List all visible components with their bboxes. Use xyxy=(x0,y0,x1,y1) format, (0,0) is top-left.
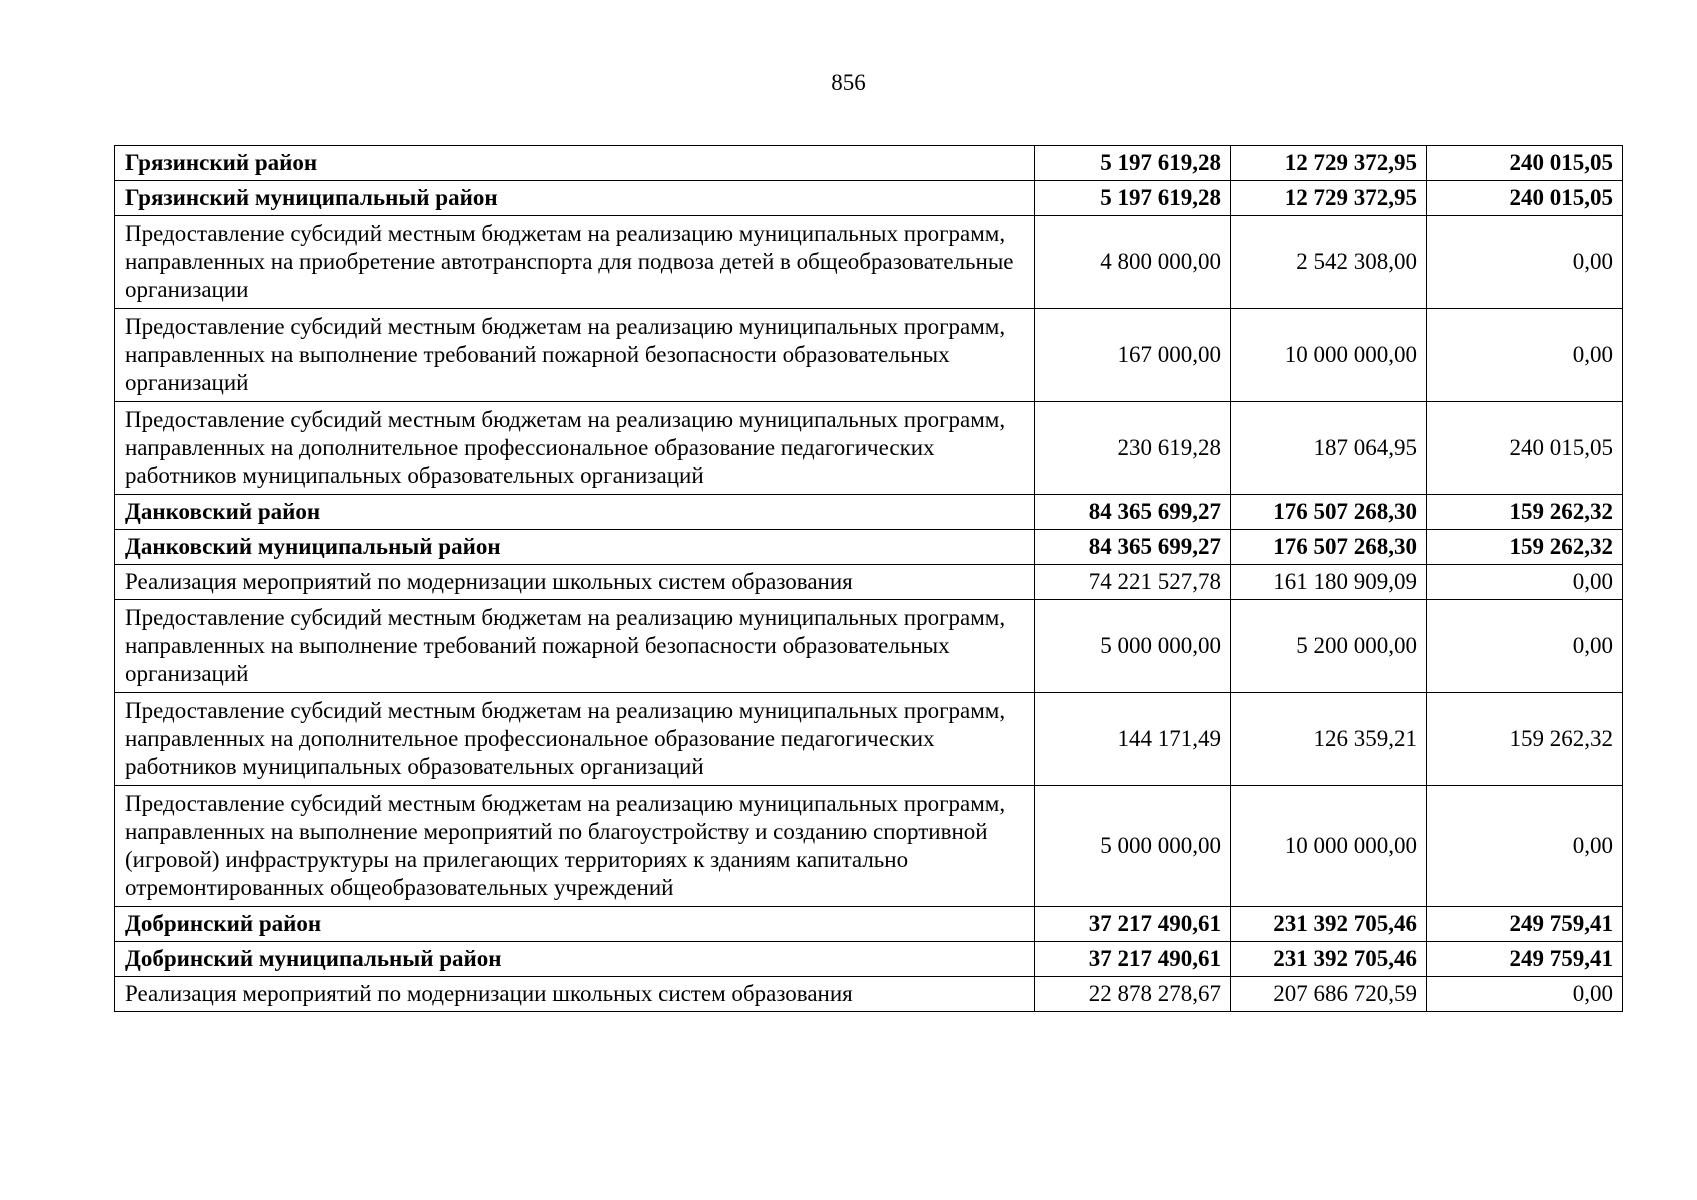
row-value-2: 161 180 909,09 xyxy=(1231,565,1427,600)
table-row xyxy=(115,495,1623,530)
row-value-1: 167 000,00 xyxy=(1035,309,1231,402)
table-row xyxy=(115,402,1623,495)
row-name: Предоставление субсидий местным бюджетам на реализацию муниципальных программ, направленных на выполнение требований пожарной безопасности образовательных организаций xyxy=(115,309,1035,402)
row-name: Грязинский район xyxy=(115,146,1035,181)
row-value-2: 176 507 268,30 xyxy=(1231,530,1427,565)
row-value-3: 159 262,32 xyxy=(1427,693,1623,786)
row-value-2: 126 359,21 xyxy=(1231,693,1427,786)
table-row xyxy=(115,977,1623,1012)
row-name: Реализация мероприятий по модернизации школьных систем образования xyxy=(115,565,1035,600)
row-value-3: 249 759,41 xyxy=(1427,907,1623,942)
row-name: Предоставление субсидий местным бюджетам на реализацию муниципальных программ, направленных на приобретение автотранспорта для подвоза детей в общеобразовательные организации xyxy=(115,216,1035,309)
row-value-3: 240 015,05 xyxy=(1427,146,1623,181)
row-value-2: 187 064,95 xyxy=(1231,402,1427,495)
row-name: Реализация мероприятий по модернизации школьных систем образования xyxy=(115,977,1035,1012)
row-value-1: 84 365 699,27 xyxy=(1035,495,1231,530)
row-value-3: 240 015,05 xyxy=(1427,181,1623,216)
page-number: 856 xyxy=(831,70,866,95)
row-value-1: 5 000 000,00 xyxy=(1035,600,1231,693)
row-value-3: 159 262,32 xyxy=(1427,495,1623,530)
row-name: Данковский муниципальный район xyxy=(115,530,1035,565)
row-value-1: 5 197 619,28 xyxy=(1035,146,1231,181)
row-name: Предоставление субсидий местным бюджетам на реализацию муниципальных программ, направленных на выполнение требований пожарной безопасности образовательных организаций xyxy=(115,600,1035,693)
row-value-3: 240 015,05 xyxy=(1427,402,1623,495)
table-row xyxy=(115,146,1623,181)
row-value-1: 37 217 490,61 xyxy=(1035,907,1231,942)
row-value-1: 4 800 000,00 xyxy=(1035,216,1231,309)
row-value-3: 0,00 xyxy=(1427,309,1623,402)
row-value-2: 12 729 372,95 xyxy=(1231,181,1427,216)
row-value-2: 231 392 705,46 xyxy=(1231,907,1427,942)
table-row xyxy=(115,942,1623,977)
row-value-2: 231 392 705,46 xyxy=(1231,942,1427,977)
table-row xyxy=(115,181,1623,216)
row-value-2: 12 729 372,95 xyxy=(1231,146,1427,181)
row-value-1: 230 619,28 xyxy=(1035,402,1231,495)
budget-table xyxy=(114,145,1623,1012)
row-value-1: 144 171,49 xyxy=(1035,693,1231,786)
row-name: Предоставление субсидий местным бюджетам на реализацию муниципальных программ, направленных на дополнительное профессиональное образование педагогических работников муниципальных образовательных организаций xyxy=(115,693,1035,786)
table-row xyxy=(115,216,1623,309)
row-value-3: 0,00 xyxy=(1427,565,1623,600)
table-row xyxy=(115,693,1623,786)
row-name: Грязинский муниципальный район xyxy=(115,181,1035,216)
row-value-2: 5 200 000,00 xyxy=(1231,600,1427,693)
row-value-3: 249 759,41 xyxy=(1427,942,1623,977)
table-row xyxy=(115,530,1623,565)
row-value-3: 159 262,32 xyxy=(1427,530,1623,565)
row-value-1: 84 365 699,27 xyxy=(1035,530,1231,565)
row-value-2: 10 000 000,00 xyxy=(1231,309,1427,402)
row-value-3: 0,00 xyxy=(1427,977,1623,1012)
table-row xyxy=(115,786,1623,907)
row-value-2: 176 507 268,30 xyxy=(1231,495,1427,530)
row-value-1: 5 197 619,28 xyxy=(1035,181,1231,216)
table-row xyxy=(115,309,1623,402)
row-value-1: 22 878 278,67 xyxy=(1035,977,1231,1012)
row-name: Добринский район xyxy=(115,907,1035,942)
table-row xyxy=(115,600,1623,693)
row-value-2: 10 000 000,00 xyxy=(1231,786,1427,907)
row-value-2: 2 542 308,00 xyxy=(1231,216,1427,309)
table-row xyxy=(115,565,1623,600)
row-name: Предоставление субсидий местным бюджетам на реализацию муниципальных программ, направленных на выполнение мероприятий по благоустройству и созданию спортивной (игровой) инфраструктуры на прилегающих территориях к зданиям капитально отремонтированных общеобразовательных учреждений xyxy=(115,786,1035,907)
row-value-1: 74 221 527,78 xyxy=(1035,565,1231,600)
row-name: Предоставление субсидий местным бюджетам на реализацию муниципальных программ, направленных на дополнительное профессиональное образование педагогических работников муниципальных образовательных организаций xyxy=(115,402,1035,495)
row-name: Данковский район xyxy=(115,495,1035,530)
row-value-3: 0,00 xyxy=(1427,216,1623,309)
row-value-1: 5 000 000,00 xyxy=(1035,786,1231,907)
row-name: Добринский муниципальный район xyxy=(115,942,1035,977)
table-row xyxy=(115,907,1623,942)
row-value-3: 0,00 xyxy=(1427,600,1623,693)
row-value-3: 0,00 xyxy=(1427,786,1623,907)
row-value-1: 37 217 490,61 xyxy=(1035,942,1231,977)
row-value-2: 207 686 720,59 xyxy=(1231,977,1427,1012)
